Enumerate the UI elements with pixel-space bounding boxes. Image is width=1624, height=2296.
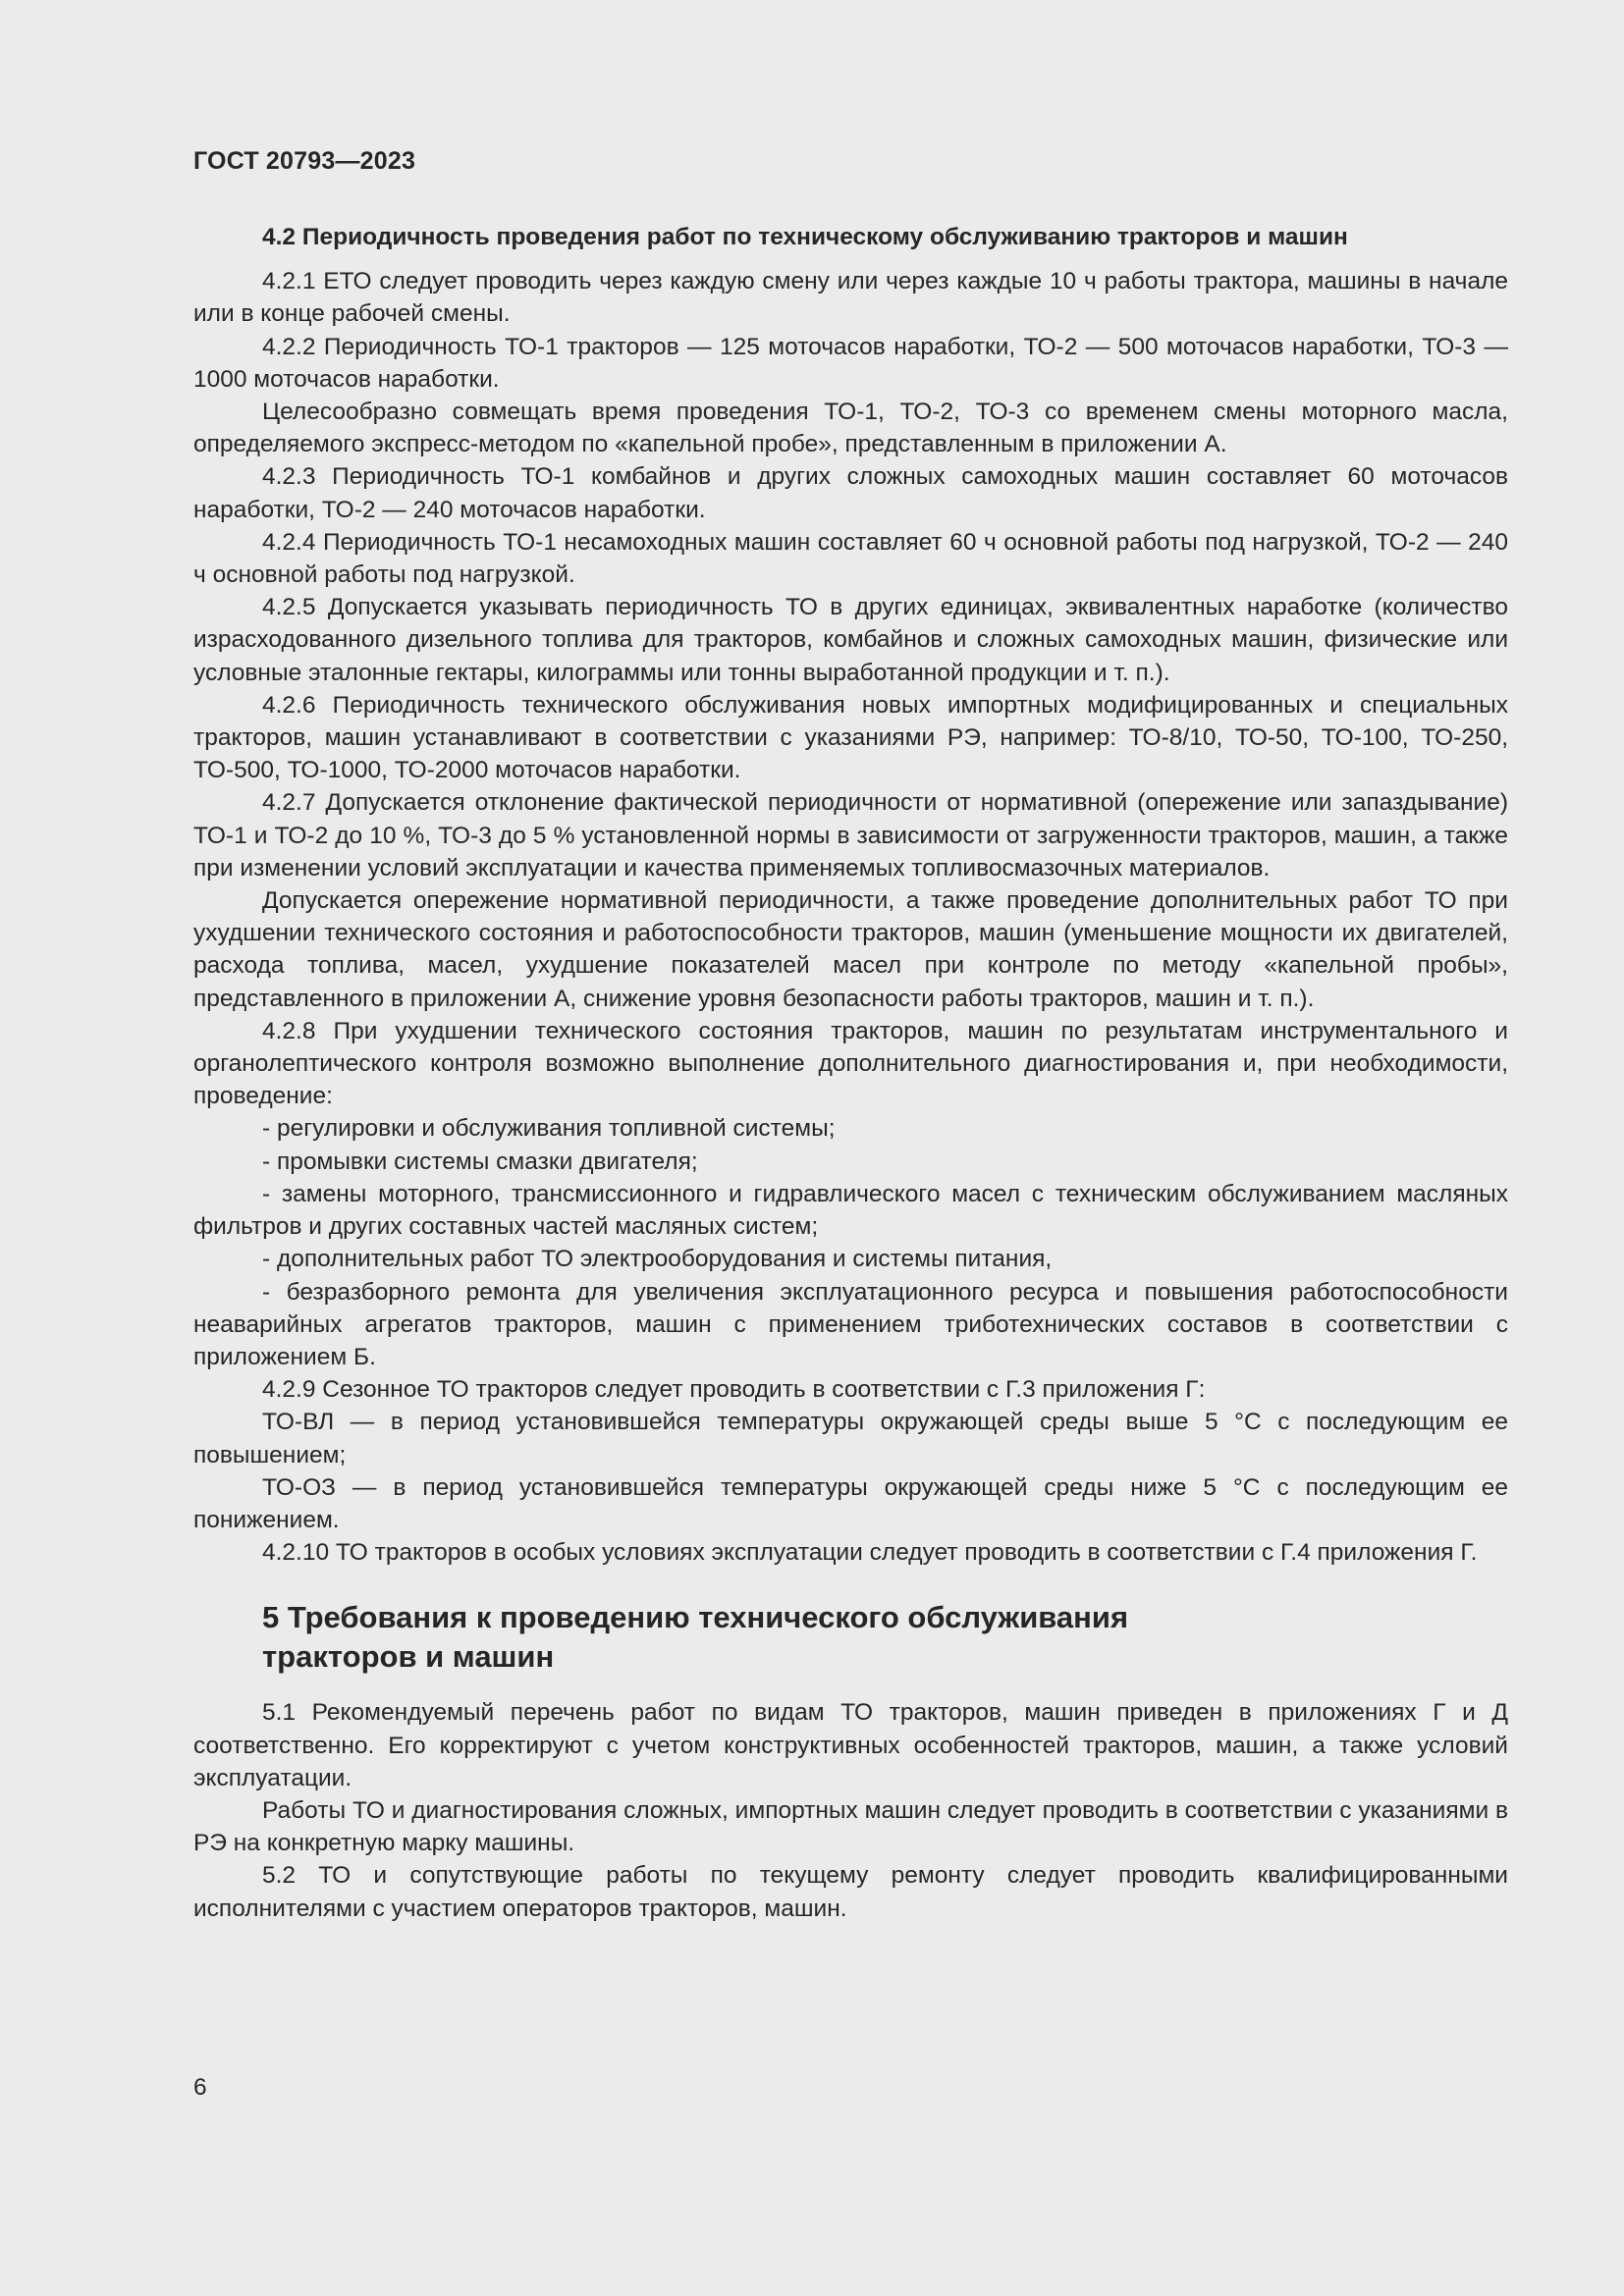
paragraph-to-oz: ТО-ОЗ — в период установившейся температуры окружающей среды ниже 5 °С с последующим ее понижением.	[193, 1473, 1508, 1533]
paragraph-5-2: 5.2 ТО и сопутствующие работы по текущему ремонту следует проводить квалифицированными исполнителями с участием операторов тракторов, машин.	[193, 1862, 1508, 1922]
paragraph-4-2-7-note: Допускается опережение нормативной периодичности, а также проведение дополнительных работ ТО при ухудшении технического состояния и работоспособности тракторов, машин (уменьшение мощности их двигателей, расхода топлива, масел, ухудшение показателей масел при контроле по методу «капельной пробы», представленного в приложении А, снижение уровня безопасности работы тракторов, машин и т. п.).	[193, 887, 1508, 1012]
paragraph-4-2-10: 4.2.10 ТО тракторов в особых условиях эксплуатации следует проводить в соответствии с Г.4 приложения Г.	[262, 1539, 1478, 1567]
list-item: - безразборного ремонта для увеличения эксплуатационного ресурса и повышения работоспособности неаварийных агрегатов тракторов, машин с применением триботехнических составов в соответствии с приложением Б.	[193, 1278, 1508, 1370]
section-5-title-line2: тракторов и машин	[262, 1639, 555, 1675]
paragraph-4-2-2-note: Целесообразно совмещать время проведения ТО-1, ТО-2, ТО-3 со временем смены моторного масла, определяемого экспресс-методом по «капельной пробе», представленным в приложении А.	[193, 399, 1508, 458]
list-item: - промывки системы смазки двигателя;	[262, 1148, 698, 1175]
list-item: - регулировки и обслуживания топливной системы;	[262, 1115, 836, 1143]
paragraph-5-1: 5.1 Рекомендуемый перечень работ по видам ТО тракторов, машин приведен в приложениях Г и Д соответственно. Его корректируют с учетом конструктивных особенностей тракторов, машин, а также условий эксплуатации.	[193, 1699, 1508, 1791]
paragraph-4-2-2: 4.2.2 Периодичность ТО-1 тракторов — 125 моточасов наработки, ТО-2 — 500 моточасов наработки, ТО-3 — 1000 моточасов наработки.	[193, 333, 1508, 393]
list-item: - дополнительных работ ТО электрооборудования и системы питания,	[262, 1246, 1053, 1273]
paragraph-4-2-8: 4.2.8 При ухудшении технического состояния тракторов, машин по результатам инструментального и органолептического контроля возможно выполнение дополнительного диагностирования и, при необходимости, проведение:	[193, 1017, 1508, 1110]
paragraph-4-2-1: 4.2.1 ЕТО следует проводить через каждую смену или через каждые 10 ч работы трактора, машины в начале или в конце рабочей смены.	[193, 268, 1508, 328]
document-header: ГОСТ 20793—2023	[193, 147, 416, 175]
paragraph-4-2-7: 4.2.7 Допускается отклонение фактической периодичности от нормативной (опережение или запаздывание) ТО-1 и ТО-2 до 10 %, ТО-3 до 5 % установленной нормы в зависимости от загруженности тракторов, машин, а также при изменении условий эксплуатации и качества применяемых топливосмазочных материалов.	[193, 789, 1508, 881]
paragraph-4-2-6: 4.2.6 Периодичность технического обслуживания новых импортных модифицированных и специальных тракторов, машин устанавливают в соответствии с указаниями РЭ, например: ТО-8/10, ТО-50, ТО-100, ТО-250, ТО-500, ТО-1000, ТО-2000 моточасов наработки.	[193, 691, 1508, 784]
section-4-2-title: 4.2 Периодичность проведения работ по техническому обслуживанию тракторов и машин	[262, 224, 1348, 250]
paragraph-4-2-3: 4.2.3 Периодичность ТО-1 комбайнов и других сложных самоходных машин составляет 60 моточасов наработки, ТО-2 — 240 моточасов наработки.	[193, 463, 1508, 523]
page-number: 6	[193, 2074, 207, 2101]
section-5-title-line1: 5 Требования к проведению технического обслуживания	[262, 1600, 1129, 1635]
document-body	[193, 221, 1508, 1925]
list-item: - замены моторного, трансмиссионного и гидравлического масел с техническим обслуживанием масляных фильтров и других составных частей масляных систем;	[193, 1180, 1508, 1241]
paragraph-4-2-4: 4.2.4 Периодичность ТО-1 несамоходных машин составляет 60 ч основной работы под нагрузкой, ТО-2 — 240 ч основной работы под нагрузкой.	[193, 528, 1508, 589]
paragraph-4-2-9: 4.2.9 Сезонное ТО тракторов следует проводить в соответствии с Г.3 приложения Г:	[262, 1376, 1206, 1404]
section-5-title	[262, 1598, 1244, 1677]
paragraph-5-1-note: Работы ТО и диагностирования сложных, импортных машин следует проводить в соответствии с указаниями в РЭ на конкретную марку машины.	[193, 1796, 1508, 1857]
paragraph-4-2-5: 4.2.5 Допускается указывать периодичность ТО в других единицах, эквивалентных наработке (количество израсходованного дизельного топлива для тракторов, комбайнов и сложных самоходных машин, физические или условные эталонные гектары, килограммы или тонны выработанной продукции и т. п.).	[193, 594, 1508, 686]
paragraph-to-vl: ТО-ВЛ — в период установившейся температуры окружающей среды выше 5 °С с последующим ее повышением;	[193, 1409, 1508, 1468]
